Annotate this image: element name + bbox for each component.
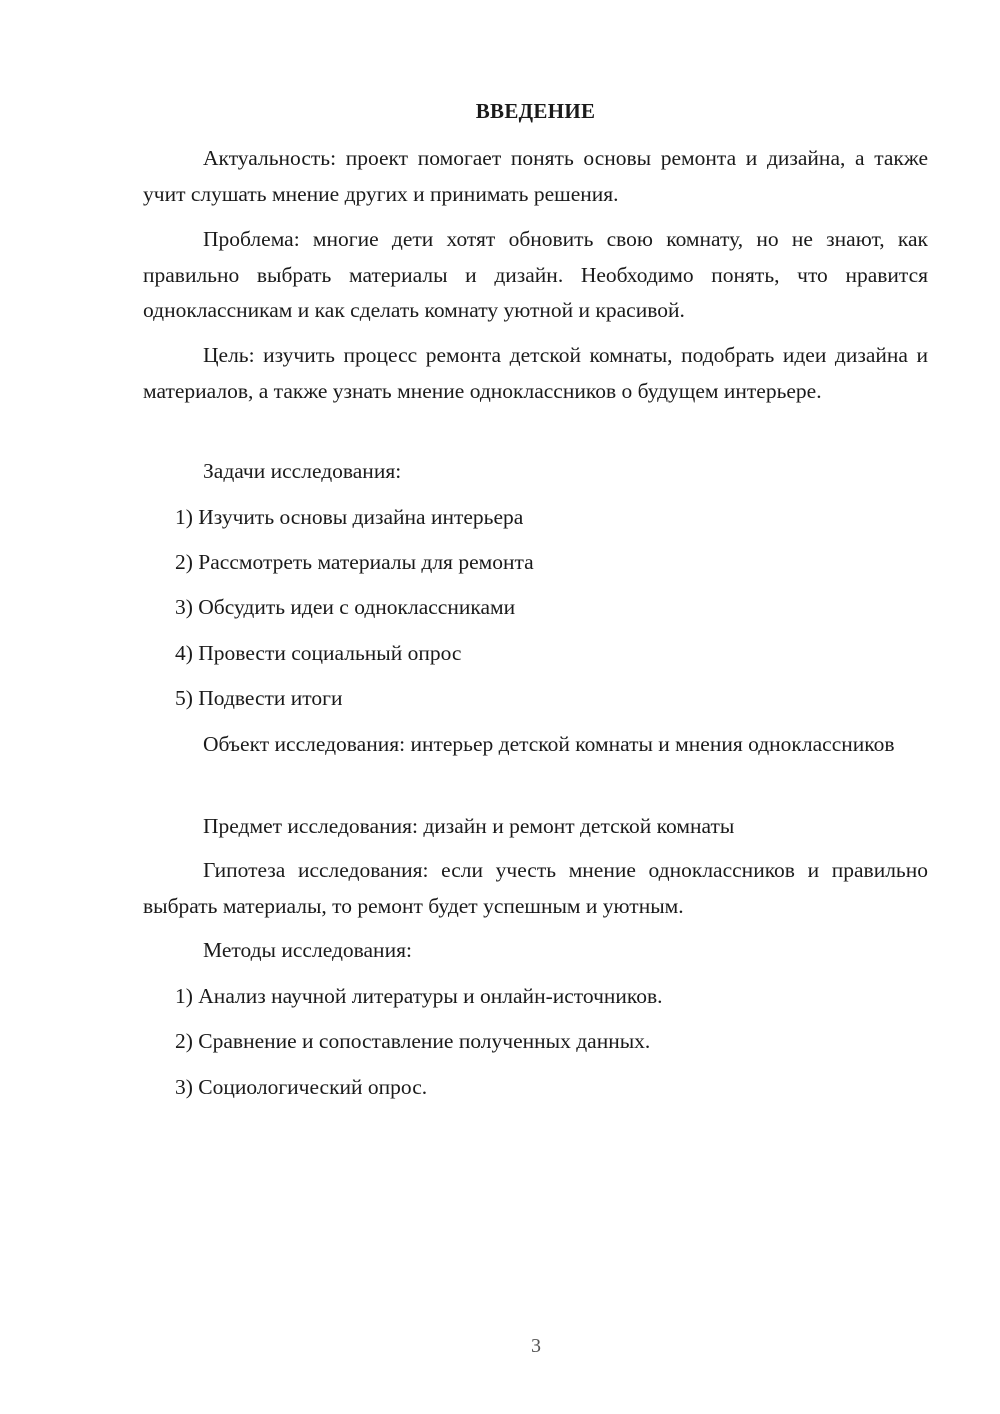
problem-paragraph: Проблема: многие дети хотят обновить свою комнату, но не знают, как правильно выбрать материалы и дизайн. Необходимо понять, что нравится одноклассникам и как сделать комнату уютной и красивой. — [143, 227, 928, 322]
task-item: 4) Провести социальный опрос — [175, 641, 462, 665]
task-item: 2) Рассмотреть материалы для ремонта — [175, 550, 534, 574]
method-item: 3) Социологический опрос. — [175, 1075, 428, 1099]
method-item: 1) Анализ научной литературы и онлайн-источников. — [175, 984, 663, 1008]
task-item: 3) Обсудить идеи с одноклассниками — [175, 595, 516, 619]
section-title: ВВЕДЕНИЕ — [475, 99, 596, 123]
methods-heading: Методы исследования: — [203, 938, 412, 962]
task-item: 1) Изучить основы дизайна интерьера — [175, 505, 524, 529]
goal-paragraph: Цель: изучить процесс ремонта детской комнаты, подобрать идеи дизайна и материалов, а также узнать мнение одноклассников о будущем интерьере. — [143, 343, 928, 403]
relevance-paragraph: Актуальность: проект помогает понять основы ремонта и дизайна, а также учит слушать мнение других и принимать решения. — [143, 146, 928, 206]
method-item: 2) Сравнение и сопоставление полученных данных. — [175, 1029, 651, 1053]
page-number: 3 — [531, 1335, 541, 1357]
task-item: 5) Подвести итоги — [175, 686, 343, 710]
object-paragraph: Объект исследования: интерьер детской комнаты и мнения одноклассников — [203, 732, 895, 756]
hypothesis-paragraph: Гипотеза исследования: если учесть мнение одноклассников и правильно выбрать материалы, то ремонт будет успешным и уютным. — [143, 858, 928, 918]
subject-paragraph: Предмет исследования: дизайн и ремонт детской комнаты — [203, 814, 735, 838]
tasks-heading: Задачи исследования: — [203, 459, 402, 483]
